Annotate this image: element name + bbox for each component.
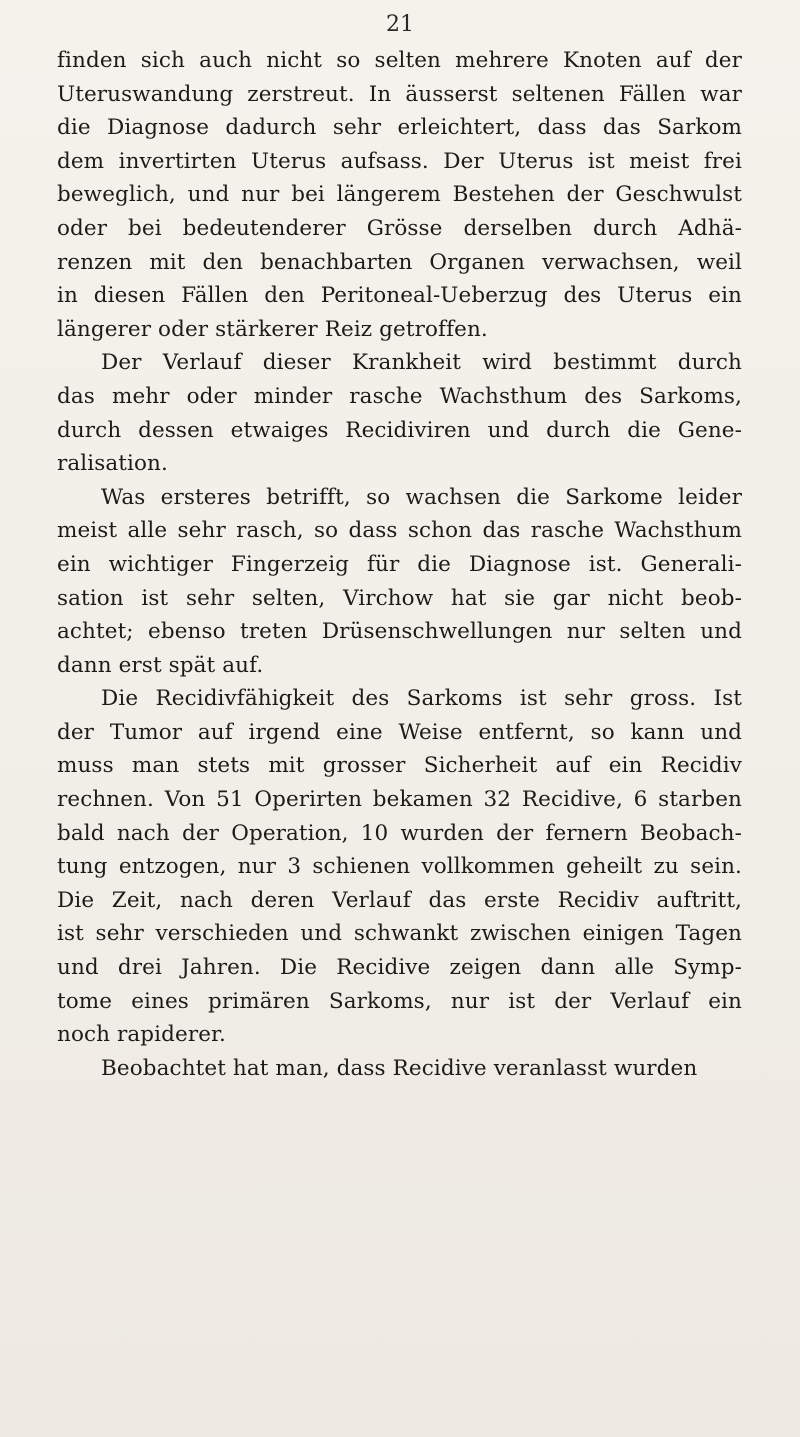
text-line: der Tumor auf irgend eine Weise entfernt, so kann und — [57, 719, 742, 745]
text-line: bald nach der Operation, 10 wurden der fernern Beobach- — [57, 820, 742, 846]
text-line: renzen mit den benachbarten Organen verwachsen, weil — [57, 249, 742, 275]
text-line: rechnen. Von 51 Operirten bekamen 32 Recidive, 6 starben — [57, 787, 742, 813]
text-line: durch dessen etwaiges Recidiviren und durch die Gene- — [57, 417, 742, 443]
text-line: Die Zeit, nach deren Verlauf das erste Recidiv auftritt, — [57, 887, 742, 913]
text-line: längerer oder stärkerer Reiz getroffen. — [57, 316, 488, 342]
text-line: ralisation. — [57, 451, 168, 477]
text-line: tung entzogen, nur 3 schienen vollkommen geheilt zu sein. — [57, 854, 742, 880]
text-line: und drei Jahren. Die Recidive zeigen dann alle Symp- — [57, 955, 742, 981]
text-line: sation ist sehr selten, Virchow hat sie gar nicht beob- — [57, 585, 742, 611]
text-line: muss man stets mit grosser Sicherheit auf ein Recidiv — [57, 753, 742, 779]
text-line: meist alle sehr rasch, so dass schon das rasche Wachsthum — [57, 518, 742, 544]
text-line: oder bei bedeutenderer Grösse derselben durch Adhä- — [57, 215, 742, 241]
text-line: beweglich, und nur bei längerem Bestehen der Geschwulst — [57, 182, 742, 208]
text-line: in diesen Fällen den Peritoneal-Ueberzug des Uterus ein — [57, 283, 742, 309]
page-number: 21 — [386, 12, 414, 37]
text-line: Beobachtet hat man, dass Recidive veranlasst wurden — [101, 1055, 698, 1081]
text-line: Die Recidivfähigkeit des Sarkoms ist sehr gross. Ist — [101, 686, 742, 712]
text-line: ist sehr verschieden und schwankt zwischen einigen Tagen — [57, 921, 742, 947]
text-line: tome eines primären Sarkoms, nur ist der Verlauf ein — [57, 988, 742, 1014]
text-line: noch rapiderer. — [57, 1022, 226, 1048]
text-line: dann erst spät auf. — [57, 652, 264, 678]
text-line: Der Verlauf dieser Krankheit wird bestimmt durch — [101, 350, 742, 376]
text-line: das mehr oder minder rasche Wachsthum des Sarkoms, — [57, 383, 742, 409]
text-line: achtet; ebenso treten Drüsenschwellungen nur selten und — [57, 619, 742, 645]
text-line: dem invertirten Uterus aufsass. Der Uterus ist meist frei — [57, 148, 742, 174]
text-line: finden sich auch nicht so selten mehrere Knoten auf der — [57, 48, 742, 73]
text-line: Uteruswandung zerstreut. In äusserst seltenen Fällen war — [57, 81, 742, 107]
text-line: Was ersteres betrifft, so wachsen die Sarkome leider — [101, 484, 742, 510]
body-text — [57, 44, 742, 1085]
text-line: ein wichtiger Fingerzeig für die Diagnose ist. Generali- — [57, 551, 742, 577]
text-line: die Diagnose dadurch sehr erleichtert, dass das Sarkom — [57, 115, 742, 141]
